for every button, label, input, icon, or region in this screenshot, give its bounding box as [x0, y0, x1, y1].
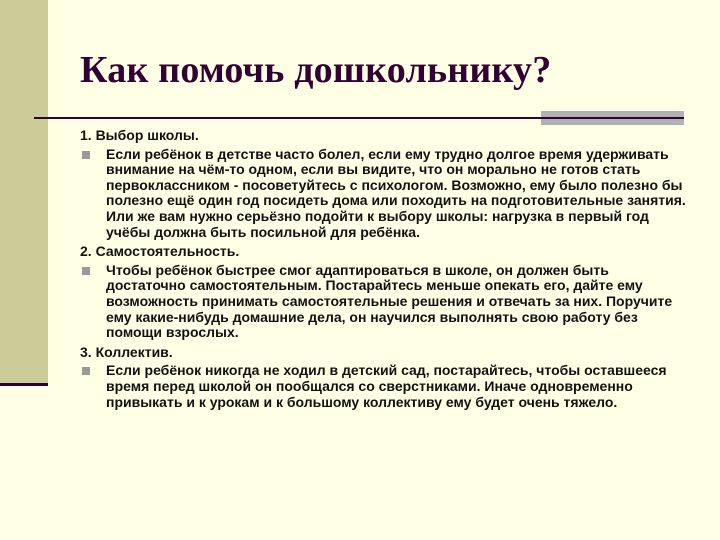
- list-item: [80, 363, 692, 410]
- bullet-square-icon: [82, 367, 90, 375]
- list-item-text: Если ребёнок в детстве часто болел, если ему трудно долгое время удерживать внимание на чём-то одном, если вы видите, что он морально не готов стать первоклассником - посоветуйтесь с психологом. Возможно, ему было полезно бы полезно ещё один год посидеть дома или походить на подготовительные занятия. Или же вам нужно серьёзно подойти к выбору школы: нагрузка в первый год учёбы должна быть посильной для ребёнка.: [106, 145, 686, 240]
- title-divider: [34, 117, 684, 119]
- side-bar-divider: [0, 383, 48, 386]
- section-heading: 3. Коллектив.: [80, 343, 173, 360]
- section-heading: 2. Самостоятельность.: [80, 243, 240, 260]
- slide-title: Как помочь дошкольнику?: [80, 49, 552, 91]
- section-independence: [80, 244, 692, 341]
- list-item-text: Если ребёнок никогда не ходил в детский сад, постарайтесь, чтобы оставшееся время перед школой он пообщался со сверстниками. Иначе одновременно привыкать и к урокам и к большому коллективу ему будет очень тяжело.: [106, 362, 667, 410]
- decorative-side-bar: [0, 0, 48, 384]
- bullet-square-icon: [82, 267, 90, 275]
- bullet-square-icon: [82, 151, 90, 159]
- section-collective: [80, 345, 692, 410]
- list-item: [80, 263, 692, 341]
- list-item: [80, 147, 692, 241]
- section-heading: 1. Выбор школы.: [80, 127, 199, 143]
- slide-body: [80, 128, 692, 414]
- list-item-text: Чтобы ребёнок быстрее смог адаптироваться в школе, он должен быть достаточно самостоятельным. Постарайтесь меньше опекать его, дайте ему возможность принимать самостоятельные решения и отвечать за них. Поручите ему какие-нибудь домашние дела, он научился выполнять свою работу без помощи взрослых.: [106, 261, 673, 341]
- section-school-choice: [80, 128, 692, 240]
